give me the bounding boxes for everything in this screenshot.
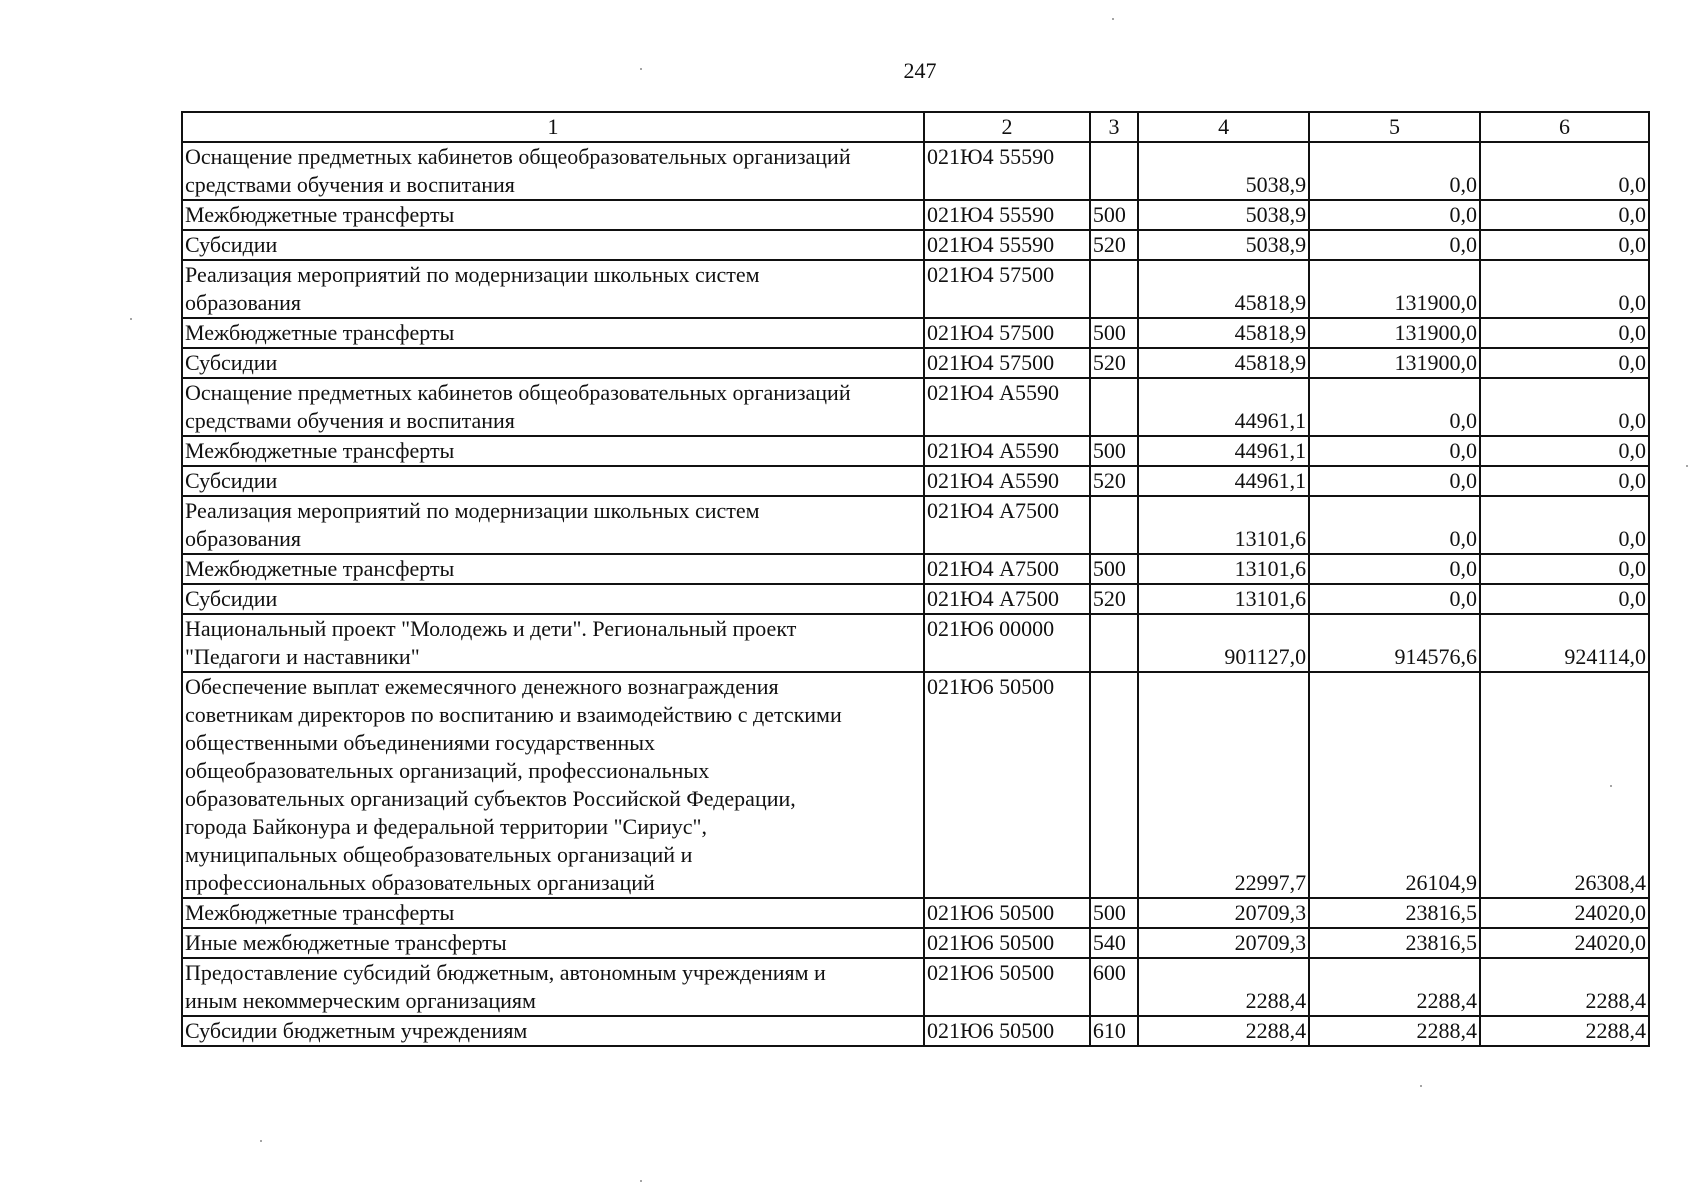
row-value-5-cell: 131900,0 <box>1309 348 1480 378</box>
row-name-cell: Межбюджетные трансферты <box>182 898 924 928</box>
row-code-cell: 021Ю4 А7500 <box>924 554 1090 584</box>
row-type-cell: 500 <box>1090 898 1138 928</box>
row-value-4-cell: 20709,3 <box>1138 928 1309 958</box>
row-name-cell: Межбюджетные трансферты <box>182 554 924 584</box>
row-code-cell: 021Ю4 А5590 <box>924 436 1090 466</box>
row-type-cell <box>1090 142 1138 200</box>
row-value-6-cell: 0,0 <box>1480 230 1649 260</box>
row-name-cell: Субсидии <box>182 466 924 496</box>
row-value-6-cell: 0,0 <box>1480 378 1649 436</box>
row-type-cell: 500 <box>1090 318 1138 348</box>
column-header-5: 5 <box>1309 112 1480 142</box>
row-code-cell: 021Ю4 А7500 <box>924 584 1090 614</box>
row-type-cell: 520 <box>1090 230 1138 260</box>
row-value-5-cell: 131900,0 <box>1309 260 1480 318</box>
row-value-6-cell: 0,0 <box>1480 348 1649 378</box>
row-value-5-cell: 0,0 <box>1309 200 1480 230</box>
table-row <box>182 142 1649 200</box>
row-type-cell: 500 <box>1090 554 1138 584</box>
table-row <box>182 584 1649 614</box>
row-type-cell <box>1090 672 1138 898</box>
row-code-cell: 021Ю6 50500 <box>924 1016 1090 1046</box>
row-name-cell: Оснащение предметных кабинетов общеобразовательных организаций средствами обучения и воспитания <box>182 378 924 436</box>
table-row <box>182 260 1649 318</box>
row-value-4-cell: 45818,9 <box>1138 260 1309 318</box>
row-value-4-cell: 2288,4 <box>1138 1016 1309 1046</box>
row-type-cell: 600 <box>1090 958 1138 1016</box>
table-row <box>182 614 1649 672</box>
row-value-5-cell: 0,0 <box>1309 466 1480 496</box>
table-row <box>182 554 1649 584</box>
row-value-5-cell: 2288,4 <box>1309 1016 1480 1046</box>
row-name-cell: Реализация мероприятий по модернизации школьных систем образования <box>182 496 924 554</box>
row-value-5-cell: 23816,5 <box>1309 898 1480 928</box>
row-value-5-cell: 914576,6 <box>1309 614 1480 672</box>
row-value-4-cell: 44961,1 <box>1138 378 1309 436</box>
row-value-6-cell: 0,0 <box>1480 584 1649 614</box>
row-type-cell <box>1090 614 1138 672</box>
row-name-cell: Межбюджетные трансферты <box>182 318 924 348</box>
table-row <box>182 496 1649 554</box>
row-type-cell: 500 <box>1090 200 1138 230</box>
column-header-6: 6 <box>1480 112 1649 142</box>
column-header-4: 4 <box>1138 112 1309 142</box>
row-value-4-cell: 22997,7 <box>1138 672 1309 898</box>
budget-table <box>181 111 1650 1047</box>
scan-speck <box>640 68 642 70</box>
row-value-4-cell: 44961,1 <box>1138 466 1309 496</box>
table-row <box>182 1016 1649 1046</box>
scan-speck <box>1420 1085 1422 1087</box>
table-row <box>182 928 1649 958</box>
row-value-4-cell: 13101,6 <box>1138 584 1309 614</box>
table-row <box>182 230 1649 260</box>
scan-speck <box>640 1180 642 1182</box>
row-code-cell: 021Ю4 55590 <box>924 142 1090 200</box>
row-name-cell: Межбюджетные трансферты <box>182 436 924 466</box>
row-value-5-cell: 0,0 <box>1309 436 1480 466</box>
row-code-cell: 021Ю4 55590 <box>924 200 1090 230</box>
row-value-6-cell: 0,0 <box>1480 436 1649 466</box>
table-row <box>182 898 1649 928</box>
row-value-5-cell: 0,0 <box>1309 496 1480 554</box>
table-row <box>182 466 1649 496</box>
row-name-cell: Обеспечение выплат ежемесячного денежного вознаграждения советникам директоров по воспитанию и взаимодействию с детскими общественными объединениями государственных общеобразовательных организаций, профессиональных образовательных организаций субъектов Российской Федерации, города Байконура и федеральной территории "Сириус", муниципальных общеобразовательных организаций и профессиональных образовательных организаций <box>182 672 924 898</box>
row-value-4-cell: 5038,9 <box>1138 230 1309 260</box>
row-type-cell: 610 <box>1090 1016 1138 1046</box>
row-code-cell: 021Ю6 50500 <box>924 672 1090 898</box>
row-value-6-cell: 2288,4 <box>1480 1016 1649 1046</box>
row-value-5-cell: 2288,4 <box>1309 958 1480 1016</box>
row-value-6-cell: 924114,0 <box>1480 614 1649 672</box>
row-value-4-cell: 5038,9 <box>1138 142 1309 200</box>
row-value-5-cell: 23816,5 <box>1309 928 1480 958</box>
row-name-cell: Реализация мероприятий по модернизации школьных систем образования <box>182 260 924 318</box>
row-value-6-cell: 0,0 <box>1480 318 1649 348</box>
row-name-cell: Межбюджетные трансферты <box>182 200 924 230</box>
row-type-cell <box>1090 378 1138 436</box>
row-code-cell: 021Ю4 55590 <box>924 230 1090 260</box>
row-name-cell: Субсидии <box>182 584 924 614</box>
row-value-6-cell: 0,0 <box>1480 260 1649 318</box>
row-value-6-cell: 0,0 <box>1480 200 1649 230</box>
page-number: 247 <box>903 58 937 83</box>
row-value-5-cell: 0,0 <box>1309 230 1480 260</box>
row-code-cell: 021Ю6 00000 <box>924 614 1090 672</box>
row-type-cell: 520 <box>1090 348 1138 378</box>
row-value-6-cell: 0,0 <box>1480 466 1649 496</box>
row-value-5-cell: 0,0 <box>1309 554 1480 584</box>
table-row <box>182 436 1649 466</box>
row-type-cell <box>1090 260 1138 318</box>
row-value-6-cell: 26308,4 <box>1480 672 1649 898</box>
row-name-cell: Субсидии <box>182 348 924 378</box>
row-value-4-cell: 45818,9 <box>1138 348 1309 378</box>
row-code-cell: 021Ю4 А5590 <box>924 466 1090 496</box>
row-type-cell: 500 <box>1090 436 1138 466</box>
row-value-6-cell: 24020,0 <box>1480 898 1649 928</box>
table-row <box>182 378 1649 436</box>
row-value-6-cell: 2288,4 <box>1480 958 1649 1016</box>
row-value-4-cell: 5038,9 <box>1138 200 1309 230</box>
scan-speck <box>130 318 132 320</box>
header-row <box>182 112 1649 142</box>
table-row <box>182 348 1649 378</box>
row-value-6-cell: 24020,0 <box>1480 928 1649 958</box>
row-value-6-cell: 0,0 <box>1480 496 1649 554</box>
row-value-6-cell: 0,0 <box>1480 554 1649 584</box>
table-row <box>182 200 1649 230</box>
row-code-cell: 021Ю4 57500 <box>924 260 1090 318</box>
column-header-1: 1 <box>182 112 924 142</box>
row-name-cell: Субсидии бюджетным учреждениям <box>182 1016 924 1046</box>
row-name-cell: Субсидии <box>182 230 924 260</box>
table-row <box>182 958 1649 1016</box>
row-code-cell: 021Ю6 50500 <box>924 928 1090 958</box>
row-type-cell: 540 <box>1090 928 1138 958</box>
table-row <box>182 672 1649 898</box>
row-value-5-cell: 0,0 <box>1309 378 1480 436</box>
row-type-cell: 520 <box>1090 466 1138 496</box>
row-value-5-cell: 26104,9 <box>1309 672 1480 898</box>
row-name-cell: Иные межбюджетные трансферты <box>182 928 924 958</box>
row-value-5-cell: 0,0 <box>1309 142 1480 200</box>
row-code-cell: 021Ю4 А7500 <box>924 496 1090 554</box>
row-value-4-cell: 13101,6 <box>1138 496 1309 554</box>
row-type-cell <box>1090 496 1138 554</box>
row-code-cell: 021Ю4 57500 <box>924 318 1090 348</box>
row-code-cell: 021Ю4 А5590 <box>924 378 1090 436</box>
column-header-2: 2 <box>924 112 1090 142</box>
row-name-cell: Оснащение предметных кабинетов общеобразовательных организаций средствами обучения и воспитания <box>182 142 924 200</box>
row-value-6-cell: 0,0 <box>1480 142 1649 200</box>
scan-speck <box>1610 785 1612 787</box>
row-code-cell: 021Ю6 50500 <box>924 958 1090 1016</box>
row-name-cell: Предоставление субсидий бюджетным, автономным учреждениям и иным некоммерческим организациям <box>182 958 924 1016</box>
row-code-cell: 021Ю6 50500 <box>924 898 1090 928</box>
row-name-cell: Национальный проект "Молодежь и дети". Региональный проект "Педагоги и наставники" <box>182 614 924 672</box>
row-value-4-cell: 13101,6 <box>1138 554 1309 584</box>
row-code-cell: 021Ю4 57500 <box>924 348 1090 378</box>
scan-speck <box>260 1140 262 1142</box>
column-header-3: 3 <box>1090 112 1138 142</box>
row-value-4-cell: 901127,0 <box>1138 614 1309 672</box>
row-value-4-cell: 20709,3 <box>1138 898 1309 928</box>
row-value-4-cell: 44961,1 <box>1138 436 1309 466</box>
row-type-cell: 520 <box>1090 584 1138 614</box>
scan-speck <box>1686 465 1688 467</box>
row-value-4-cell: 45818,9 <box>1138 318 1309 348</box>
row-value-4-cell: 2288,4 <box>1138 958 1309 1016</box>
table-row <box>182 318 1649 348</box>
scan-speck <box>1112 18 1114 20</box>
row-value-5-cell: 0,0 <box>1309 584 1480 614</box>
row-value-5-cell: 131900,0 <box>1309 318 1480 348</box>
